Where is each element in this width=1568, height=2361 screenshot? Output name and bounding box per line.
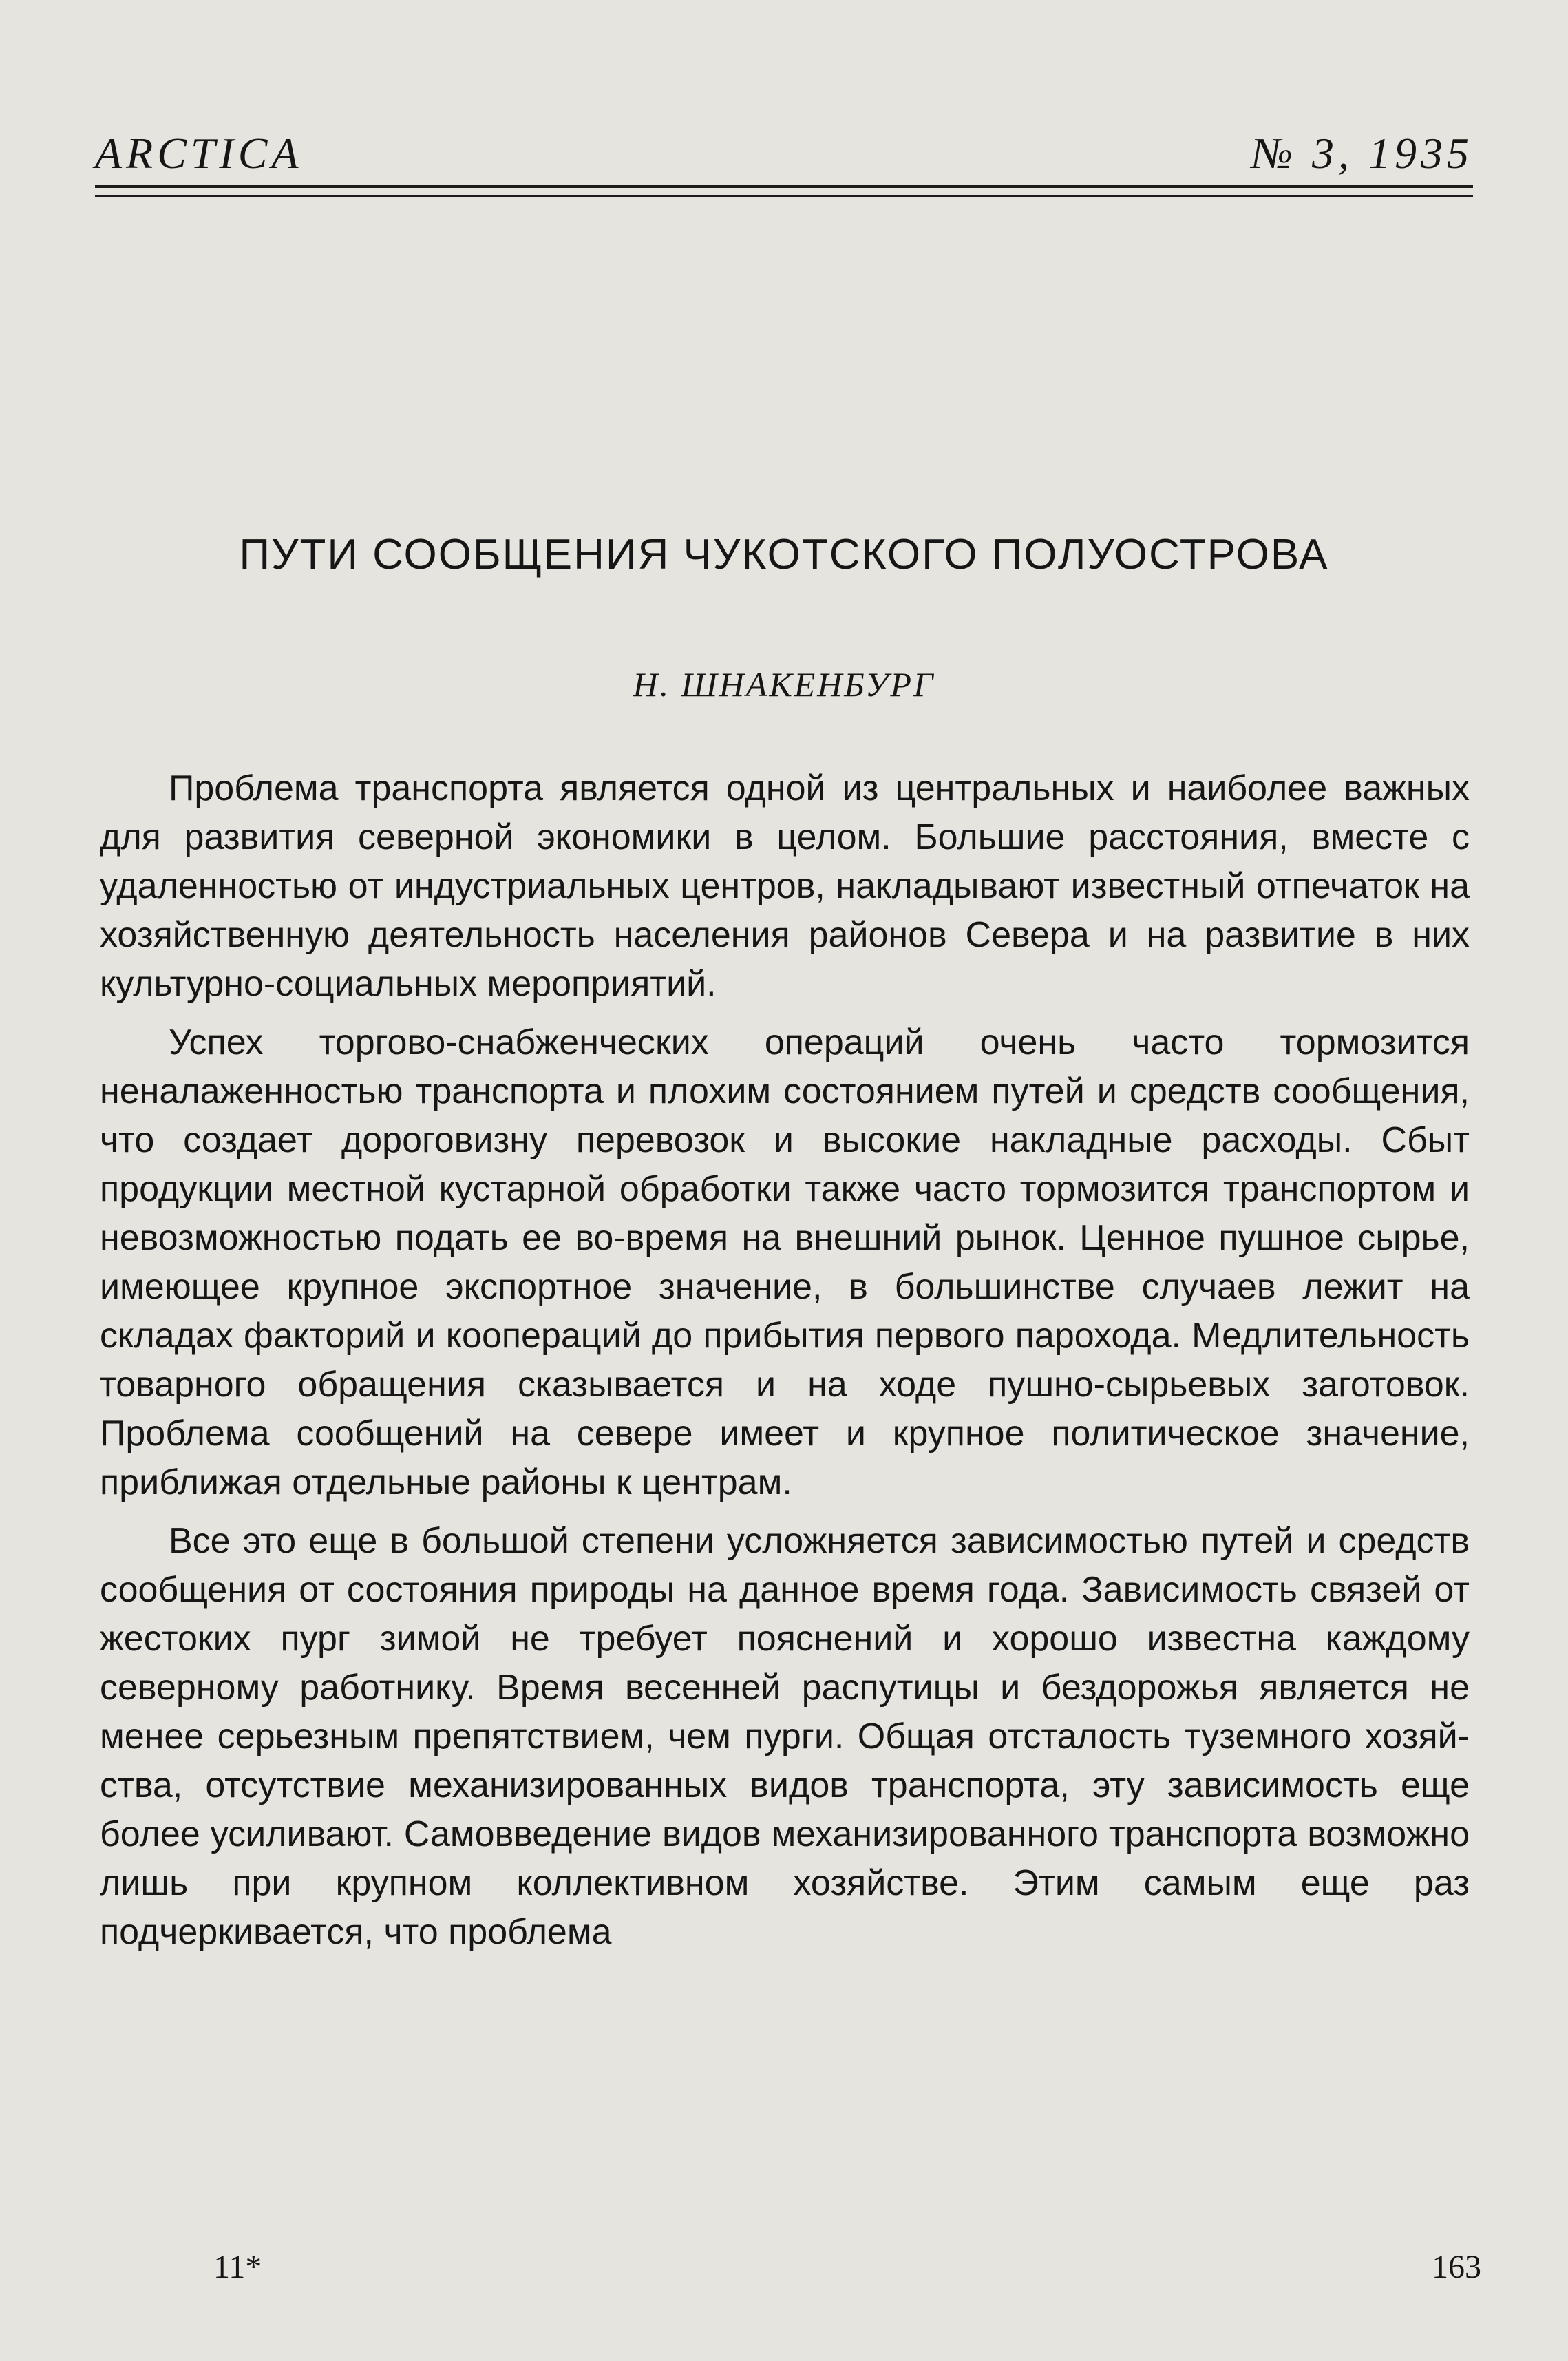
article-body — [100, 764, 1470, 1966]
header-rule-thin — [95, 195, 1473, 197]
paragraph: Проблема транспорта является одной из центральных и наиболее важных для развития северной экономики в целом. Большие расстояния, вместе с удаленностью от индустриальных центров, накладывают известный отпечаток на хозяйственную деятельность населения районов Севера и на развитие в них культурно-социальных мероприятий. — [100, 768, 1470, 1004]
page-number: 163 — [1432, 2249, 1481, 2285]
running-head — [95, 117, 1473, 179]
article-title: ПУТИ СООБЩЕНИЯ ЧУКОТСКОГО ПОЛУОСТРОВА — [239, 531, 1329, 578]
journal-name: ARCTICA — [95, 129, 303, 178]
article-author: Н. ШНАКЕНБУРГ — [633, 665, 935, 704]
paragraph: Успех торгово-снабженческих операций очень часто тормозится неналаженностью транспорта и плохим состоянием путей и средств сообщения, что создает дороговизну перевозок и высокие накладные расходы. Сбыт продукции местной кустарной обработки также часто тормозится транспортом и невозможностью подать ее во-время на внешний рынок. Ценное пушное сырье, имеющее крупное экспортное значение, в большинстве случаев лежит на складах факторий и коопераций до прибытия первого парохода. Медлительность товарного обращения сказывается и на ходе пушно-сырьевых заготовок. Проблема сообщений на севере имеет и крупное политическое значение, приближая отдельные районы к центрам. — [100, 1022, 1470, 1502]
header-rule-thick — [95, 185, 1473, 188]
signature-mark: 11* — [213, 2249, 262, 2285]
paragraph: Все это еще в большой степени усложняется зависимостью путей и средств сообщения от состояния природы на данное время года. Зависимость связей от жестоких пург зимой не требует пояснений и хорошо известна каждому северному работнику. Время весенней распутицы и бездорожья является не менее серьезным препятствием, чем пурги. Общая отсталость туземного хозяйства, отсутствие механизированных видов транспорта, эту зависимость еще более усиливают. Самовведение видов механизированного транспорта возможно лишь при крупном коллективном хозяйстве. Этим самым еще раз подчеркивается, что проблема — [100, 1521, 1470, 1952]
issue-label: № 3, 1935 — [1251, 129, 1473, 178]
